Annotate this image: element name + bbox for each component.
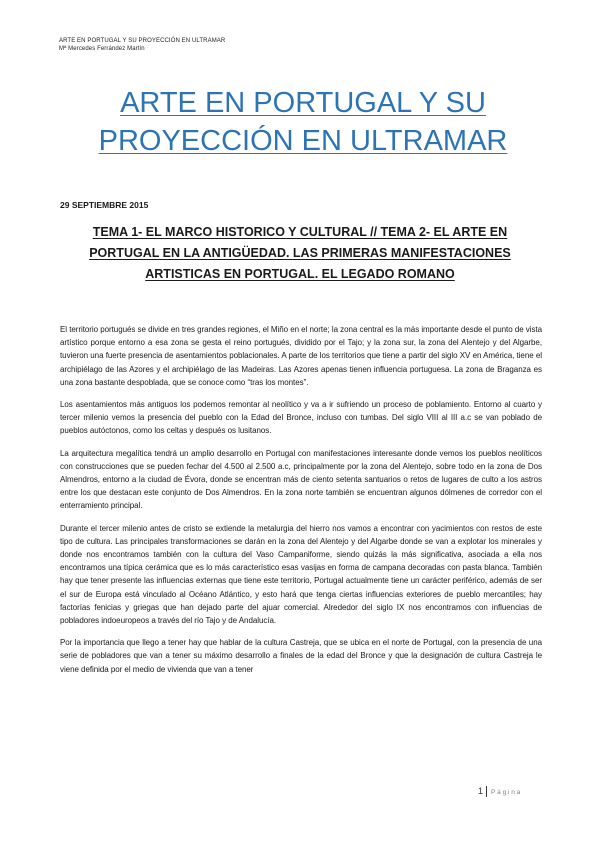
- paragraph: Los asentamientos más antiguos los podemos remontar al neolítico y va a ir sufriendo un proceso de poblamiento. Entorno al cuarto y tercer milenio vemos la presencia del pueblo con la Edad del Bronce, incluso con tumbas. Del siglo VIII al III a.c se van poblado de pueblos autóctonos, como los celtas y después os lusitanos.: [60, 400, 542, 436]
- document-title: ARTE EN PORTUGAL Y SU PROYECCIÓN EN ULTRAMAR: [98, 87, 508, 157]
- paragraph: La arquitectura megalítica tendrá un amplio desarrollo en Portugal con manifestaciones interesante donde vemos los pueblos neolíticos con construcciones que se pueden fechar del 4.500 al 2.500 a.c, principalmente por la zona del Alentejo, sobre todo en la zona de Dos Almendros, entorno a la ciudad de Évora, donde se encentran más de ciento setenta santuarios o retos de lugares de culto a los astros entre los que destacan este conjunto de Dos Almendros. En la zona norte también se encuentran algunos dólmenes de corredor con el enterramiento principal.: [60, 448, 542, 511]
- document-date: 29 SEPTIEMBRE 2015: [60, 200, 149, 210]
- running-header-author: Mª Mercedes Ferrández Martín: [59, 46, 145, 52]
- running-header-title: ARTE EN PORTUGAL Y SU PROYECCIÓN EN ULTRAMAR: [59, 38, 226, 44]
- page-footer: [478, 786, 522, 797]
- body-text: [60, 323, 542, 685]
- paragraph: El territorio portugués se divide en tres grandes regiones, el Miño en el norte; la zona central es la más importante desde el punto de vista artístico porque entorno a esa zona se gesta el reino portugués, dividido por el Tajo; y la zona sur, la zona del Alentejo y del Algarbe, tuvieron una fuerte presencia de asentamientos poblacionales. A parte de los territorios que tiene a partir del siglo XV en América, tiene el archipiélago de las Azores y el archipiélago de las Madeiras. Las Azores apenas tienen influencia portuguesa. La zona de Braganza es una zona bastante despoblada, que se conoce como “tras los montes”.: [60, 325, 542, 387]
- footer-divider: [486, 786, 487, 797]
- running-header: [59, 37, 225, 53]
- paragraph: Por la importancia que llego a tener hay que hablar de la cultura Castreja, que se ubica en el norte de Portugal, con la presencia de una serie de pobladores que van a tener su máximo desarrollo a finales de la edad del Bronce y que la designación de cultura Castreja le viene definida por el medio de vivienda que van a tener: [60, 638, 542, 674]
- section-heading: TEMA 1- EL MARCO HISTORICO Y CULTURAL // TEMA 2- EL ARTE EN PORTUGAL EN LA ANTIGÜEDAD. LAS PRIMERAS MANIFESTACIONES ARTISTICAS EN PORTUGAL. EL LEGADO ROMANO: [89, 225, 511, 281]
- page-number: 1: [478, 786, 484, 796]
- paragraph: Durante el tercer milenio antes de cristo se extiende la metalurgia del hierro nos vamos a encontrar con yacimientos con restos de este tipo de cultura. Las principales transformaciones se darán en la zona del Alentejo y del Algarbe donde se van a explotar los minerales y donde nos encontramos también con la cultura del Vaso Campaniforme, siendo quizás la más significativa, asociada a ella nos encontramos una típica cerámica que es lo más característico esas vasijas en forma de campana decoradas con pasta blanca. También hay que tener presente las influencias externas que tiene este territorio, Portugal actualmente tiene un carácter periférico, además de ser el sur de Europa está vinculado al Océano Atlántico, y esto hará que tenga ciertas influencias exteriores de pueblo mercantiles; hay factorías fenicias y griegas que han dejado parte del ajuar comercial. Alrededor del siglo IX nos encontramos con influencias de pobladores indoeuropeos a través del río Tajo y de Andalucía.: [60, 523, 542, 626]
- page-label: Página: [491, 789, 523, 796]
